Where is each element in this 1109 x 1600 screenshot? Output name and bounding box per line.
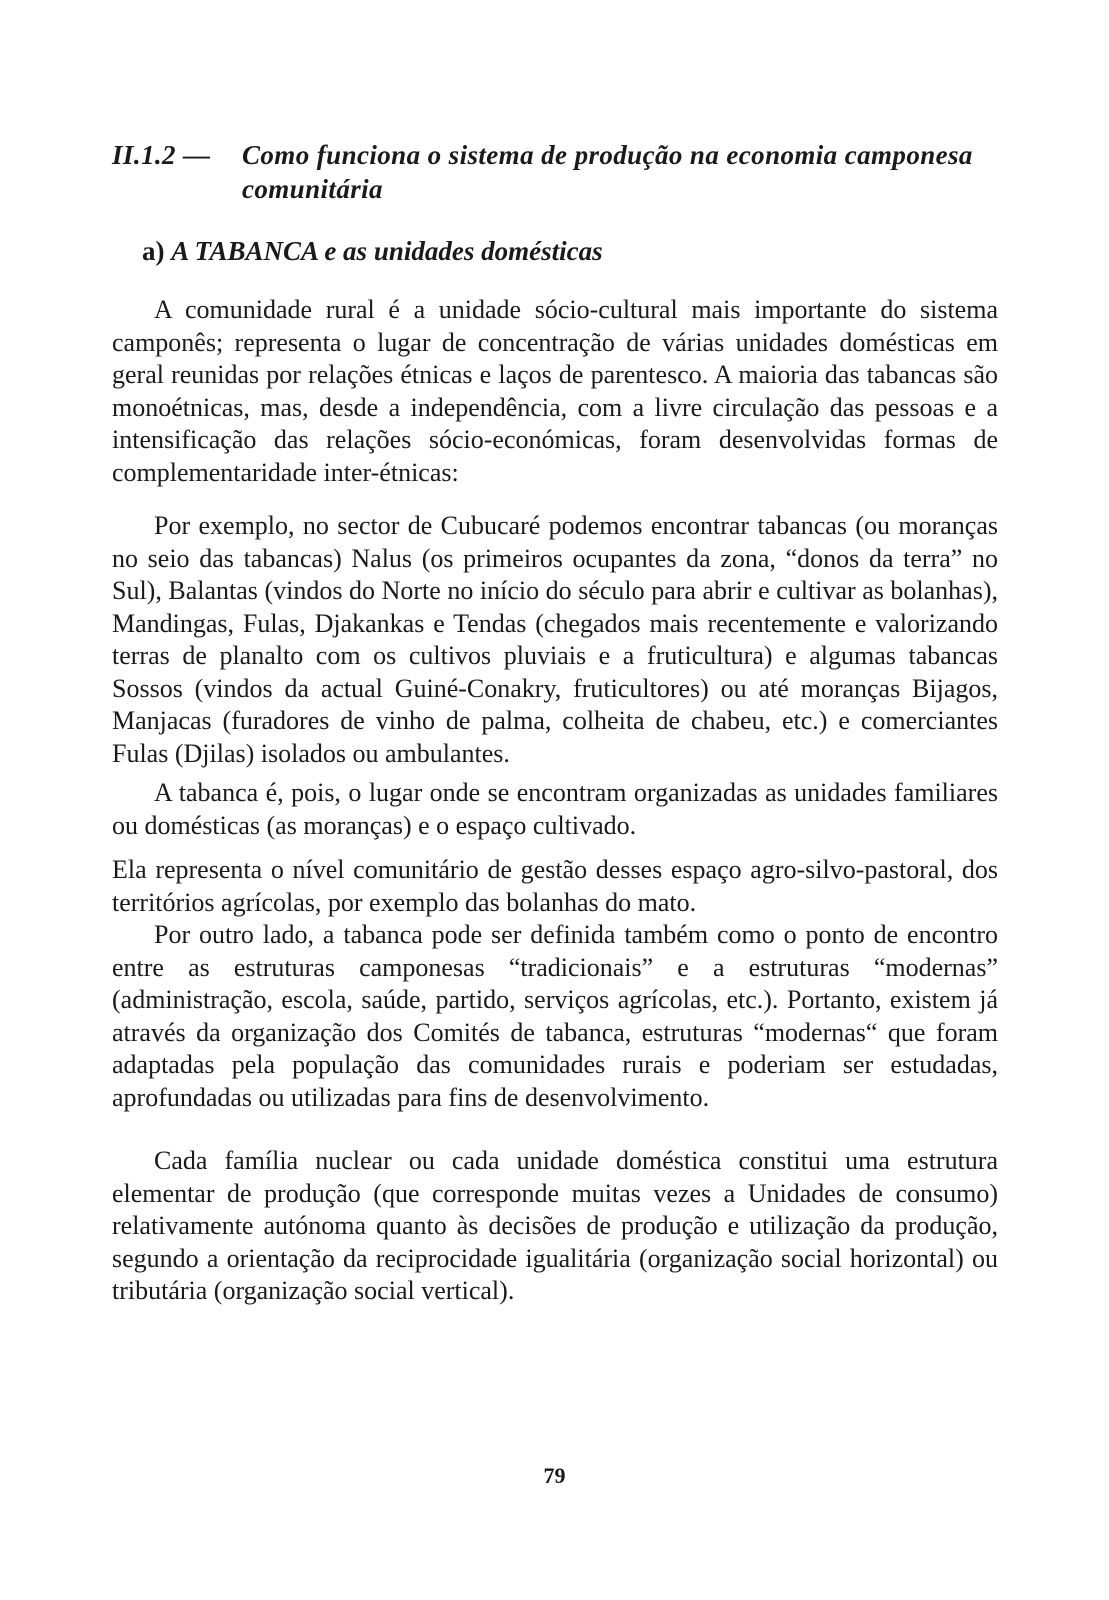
paragraph-example-cubucare: Por exemplo, no sector de Cubucaré podemos encontrar tabancas (ou moranças no seio das tabancas) Nalus (os primeiros ocupantes da zona, “donos da terra” no Sul), Balantas (vindos do Norte no início do século para abrir e cultivar as bolanhas), Mandingas, Fulas, Djakankas e Tendas (chegados mais recentemente e valorizando terras de planalto com os cultivos pluviais e a fruticultura) e algumas tabancas Sossos (vindos da actual Guiné-Conakry, fruticultores) ou até moranças Bijagos, Manjacas (furadores de vinho de palma, colheita de chabeu, etc.) e comerciantes Fulas (Djilas) isolados ou ambulantes. [112, 511, 998, 768]
paragraph-management-level: Ela representa o nível comunitário de gestão desses espaço agro-silvo-pastoral, dos territórios agrícolas, por exemplo das bolanhas do mato. [112, 855, 998, 917]
page-number: 79 [543, 1463, 566, 1488]
subsection-letter: a) [142, 236, 165, 266]
paragraph-community: A comunidade rural é a unidade sócio-cultural mais importante do sistema camponês; representa o lugar de concentração de várias unidades domésticas em geral reunidas por relações étnicas e laços de parentesco. A maioria das tabancas são monoétnicas, mas, desde a independência, com a livre circulação das pessoas e a intensificação das relações sócio-económicas, foram desenvolvidas formas de complementaridade inter-étnicas: [112, 295, 998, 487]
section-number: II.1.2 — [112, 140, 211, 170]
paragraph-tabanca-place: A tabanca é, pois, o lugar onde se encontram organizadas as unidades familiares ou domésticas (as moranças) e o espaço cultivado. [112, 778, 998, 840]
section-title: Como funciona o sistema de produção na economia camponesa comunitária [242, 140, 973, 204]
paragraph-meeting-point: Por outro lado, a tabanca pode ser definida também como o ponto de encontro entre as estruturas camponesas “tradicionais” e a estruturas “modernas” (administração, escola, saúde, partido, serviços agrícolas, etc.). Portanto, existem já através da organização dos Comités de tabanca, estruturas “modernas“ que foram adaptadas pela população das comunidades rurais e poderiam ser estudadas, aprofundadas ou utilizadas para fins de desenvolvimento. [112, 920, 998, 1112]
section-heading [112, 138, 998, 206]
subsection-heading [142, 234, 998, 268]
subsection-title: A TABANCA e as unidades domésticas [171, 236, 603, 266]
page-content [112, 138, 998, 1308]
paragraph-family-unit: Cada família nuclear ou cada unidade doméstica constitui uma estrutura elementar de produção (que corresponde muitas vezes a Unidades de consumo) relativamente autónoma quanto às decisões de produção e utilização da produção, segundo a orientação da reciprocidade igualitária (organização social horizontal) ou tributária (organização social vertical). [112, 1146, 998, 1305]
